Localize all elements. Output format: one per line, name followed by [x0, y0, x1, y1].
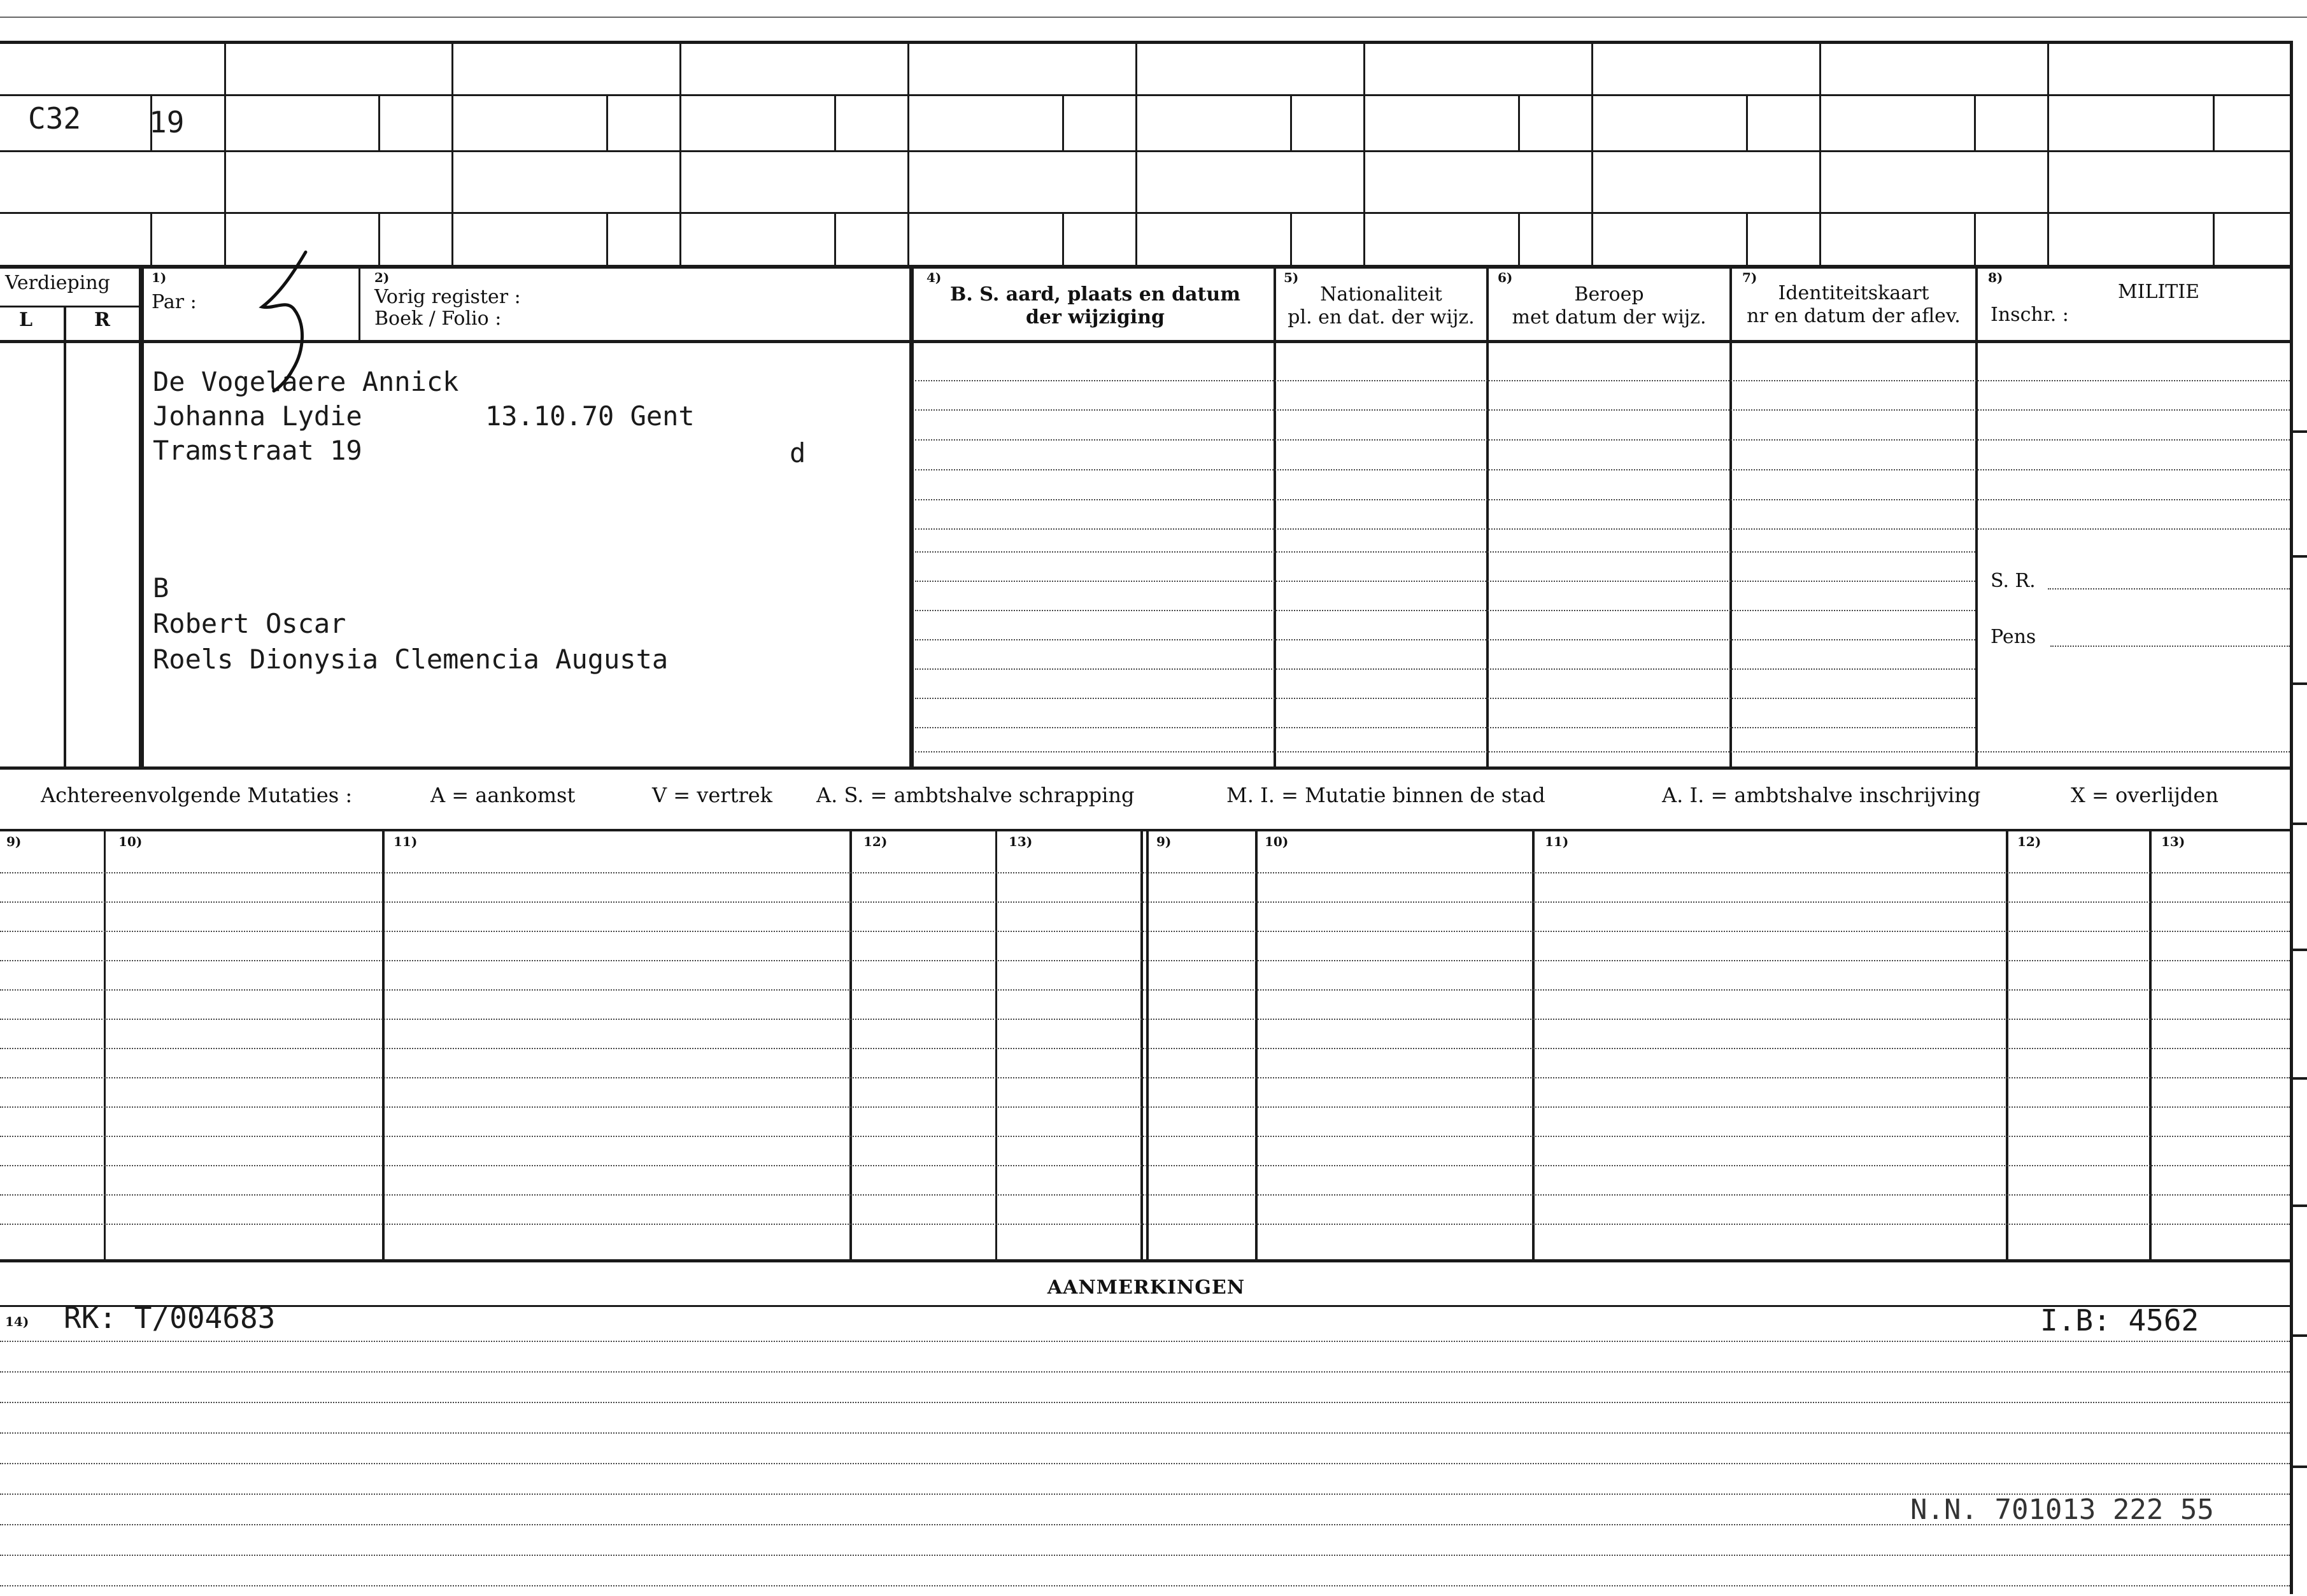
col6-line1: Beroep [1574, 283, 1644, 306]
mut-col-11b: 11) [1545, 834, 1569, 849]
remarks-ib: I.B: 4562 [2040, 1303, 2199, 1338]
person-name-line1: De Vogelaere Annick [153, 366, 459, 397]
person-address: Tramstraat 19 [153, 435, 362, 466]
col4-line1: B. S. aard, plaats en datum [950, 283, 1240, 306]
person-mother: Roels Dionysia Clemencia Augusta [153, 644, 669, 675]
header-number: 19 [149, 105, 185, 139]
col8-sr-label: S. R. [1991, 570, 2036, 592]
floor-right-label: R [94, 309, 110, 331]
legend-ai: A. I. = ambtshalve inschrijving [1662, 783, 1981, 807]
col1-number: 1) [152, 270, 167, 285]
mut-col-13b: 13) [2161, 834, 2185, 849]
person-b-label: B [153, 572, 169, 604]
legend-x: X = overlijden [2071, 783, 2218, 807]
verdieping-label: Verdieping [5, 272, 110, 294]
remarks-line [0, 1305, 2292, 1307]
person-name-line2: Johanna Lydie [153, 400, 362, 432]
legend-v: V = vertrek [652, 783, 773, 807]
legend-title: Achtereenvolgende Mutaties : [41, 783, 353, 807]
mut-col-11: 11) [394, 834, 418, 849]
top-border [0, 41, 2292, 44]
col5-number: 5) [1284, 270, 1299, 285]
col7-number: 7) [1742, 270, 1757, 285]
col4-number: 4) [926, 270, 942, 285]
mut-col-13: 13) [1009, 834, 1033, 849]
remarks-rk: RK: T/004683 [64, 1301, 276, 1335]
col8-pens-label: Pens [1991, 626, 2036, 648]
col6-line2: met datum der wijz. [1512, 306, 1707, 328]
col8-title: MILITIE [2117, 281, 2200, 303]
col6-number: 6) [1498, 270, 1513, 285]
col1-label: Par : [152, 291, 197, 313]
mut-col-9: 9) [6, 834, 22, 849]
col7-line2: nr en datum der aflev. [1747, 305, 1961, 327]
legend-as: A. S. = ambtshalve schrapping [816, 783, 1135, 807]
legend-mi: M. I. = Mutatie binnen de stad [1226, 783, 1545, 807]
mut-col-10b: 10) [1265, 834, 1289, 849]
col5-line1: Nationaliteit [1320, 283, 1442, 306]
mut-col-12b: 12) [2017, 834, 2041, 849]
col2-number: 2) [374, 270, 390, 285]
mut-col-12: 12) [863, 834, 888, 849]
handwritten-mark-icon [248, 248, 337, 395]
person-father: Robert Oscar [153, 608, 346, 639]
col5-line2: pl. en dat. der wijz. [1288, 306, 1475, 328]
floor-left-label: L [19, 309, 33, 331]
col2-line1: Vorig register : [374, 286, 521, 308]
col8-number: 8) [1988, 270, 2003, 285]
col7-line1: Identiteitskaart [1778, 282, 1929, 304]
remarks-nn: N.N. 701013 222 55 [1910, 1494, 2214, 1526]
col4-line2: der wijziging [1026, 306, 1165, 328]
legend-a: A = aankomst [430, 783, 576, 807]
right-border [2290, 41, 2293, 1594]
person-birth: 13.10.70 Gent [485, 400, 695, 432]
top-scan-line [0, 17, 2307, 18]
mut-col-10: 10) [118, 834, 143, 849]
person-marker: d [790, 437, 806, 469]
remarks-title: AANMERKINGEN [1047, 1276, 1246, 1299]
mut-col-9b: 9) [1156, 834, 1172, 849]
remarks-number: 14) [5, 1314, 29, 1329]
col8-inschr: Inschr. : [1991, 304, 2069, 326]
col2-line2: Boek / Folio : [374, 307, 502, 330]
header-code: C32 [28, 101, 82, 136]
